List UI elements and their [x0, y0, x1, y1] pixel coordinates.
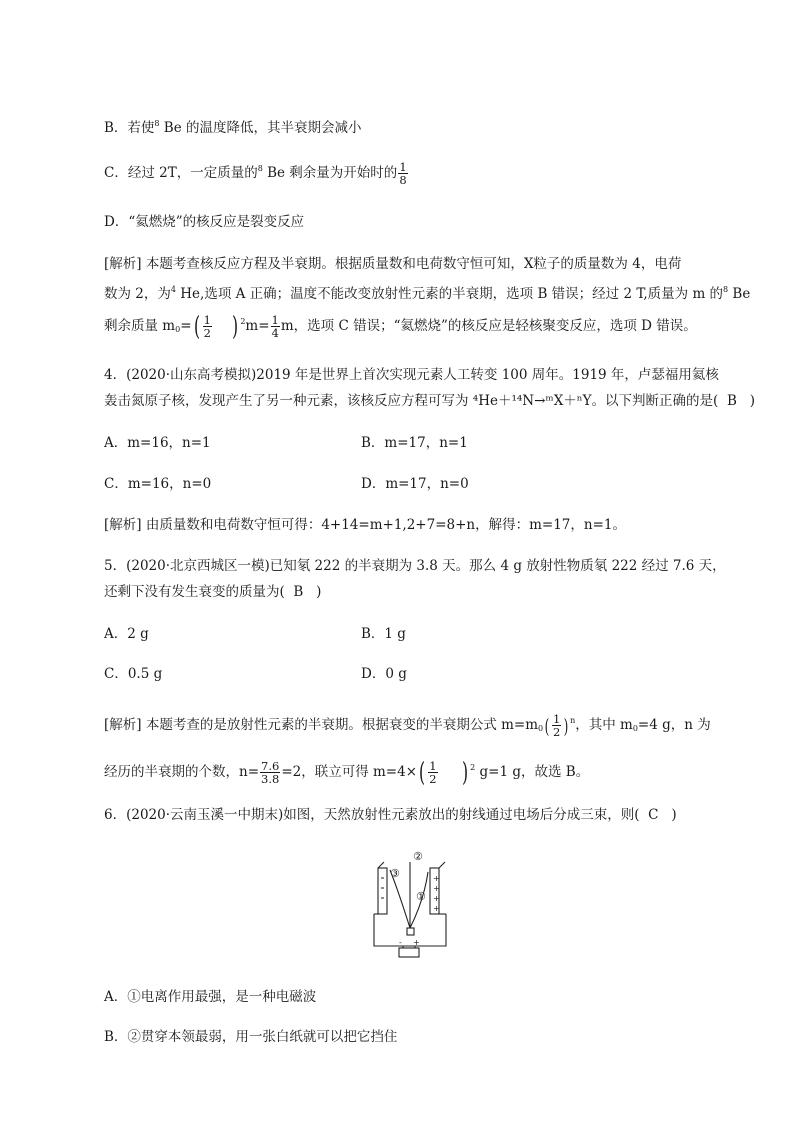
q4-stem-line1: [104, 366, 719, 384]
q4-stem-text2a: 轰击氮原子核，发现产生了另一种元素，该核反应方程可写为: [104, 393, 473, 409]
fraction-denominator: 2: [203, 326, 211, 340]
q5-explanation-text2c: g=1 g，故选 B。: [475, 764, 590, 780]
ray-2-label: ②: [413, 850, 423, 863]
q3-explanation-text3a: 剩余质量 m: [104, 318, 176, 334]
q6-option-b-text: B．②贯穿本领最弱，用一张白纸就可以把它挡住: [104, 1029, 398, 1045]
q6-stem-text: 6．(2020·云南玉溪一中期末)如图，天然放射性元素放出的射线通过电场后分成三束，则(: [104, 807, 640, 823]
q4-option-a-text: A．m=16，n=1: [104, 435, 211, 451]
q3-explanation-text3e: m，选项 C 错误；“氦燃烧”的核反应是轻核聚变反应，选项 D 错误。: [280, 318, 697, 334]
q3-option-d: [104, 213, 304, 231]
q6-stem: [104, 806, 677, 824]
q4-option-b-text: B．m=17，n=1: [361, 435, 468, 451]
q5-option-a-text: A．2 g: [104, 626, 149, 642]
q4-answer: B: [726, 393, 737, 409]
q4-option-d: [361, 475, 469, 493]
q5-option-a: [104, 625, 149, 643]
q3-explanation-text3d: m=: [245, 318, 270, 334]
q5-stem-close: ): [316, 584, 322, 600]
right-plate-edge: [439, 862, 445, 868]
q3-explanation-text3b: =: [180, 318, 192, 334]
q5-explanation-text1b: ，其中 m: [575, 717, 633, 733]
fraction-denominator: 8: [399, 173, 407, 187]
q5-stem-text2a: 还剩下没有发生衰变的质量为(: [104, 584, 285, 600]
fraction-denominator: 2: [552, 725, 561, 739]
q3-explanation-line1: [104, 255, 681, 273]
open-paren: (: [419, 757, 426, 788]
battery: [399, 948, 419, 957]
q5-explanation-sub: 0: [538, 724, 544, 733]
q3-explanation-sup: 4: [170, 285, 176, 294]
q3-explanation-text2a: 数为 2，为: [104, 286, 171, 302]
q3-explanation-exponent: 2: [240, 317, 246, 326]
plus-sign: +: [433, 874, 440, 883]
q3-option-b-rest: Be 的温度降低，其半衰期会减小: [159, 120, 362, 136]
q3-explanation-line2: [104, 281, 750, 303]
q6-option-a-text: A．①电离作用最强，是一种电磁波: [104, 989, 317, 1005]
q3-explanation-text2c: Be: [728, 286, 751, 302]
fraction-denominator: 3.8: [261, 772, 280, 786]
q3-explanation-fraction1: [203, 314, 212, 339]
q5-option-c: [104, 665, 162, 683]
fraction-numerator: 7.6: [261, 759, 280, 773]
left-plate: [378, 868, 387, 914]
q3-option-b-text: B．若使: [104, 120, 155, 136]
fraction-numerator: 1: [203, 313, 211, 327]
ray-3-label: ③: [390, 867, 400, 880]
q5-explanation-fraction3: [428, 760, 437, 785]
q3-option-c-rest: Be 剩余量为开始时的: [262, 165, 398, 181]
radioactive-source: [407, 928, 414, 935]
q4-option-d-text: D．m=17，n=0: [361, 476, 469, 492]
fraction-denominator: 2: [429, 772, 437, 786]
q5-explanation-exponent: n: [570, 716, 576, 725]
q3-explanation-text2b: He,选项 A 正确；温度不能改变放射性元素的半衰期，选项 B 错误；经过 2 T,质量为 m 的: [175, 286, 724, 302]
open-paren: (: [193, 311, 200, 342]
q5-explanation-text2b: =2，联立可得 m=4×: [281, 764, 418, 780]
q3-option-b: [104, 115, 362, 137]
q5-stem-line2: [104, 583, 321, 601]
q3-option-c: [104, 160, 409, 186]
q3-explanation-text1: [解析] 本题考查核反应方程及半衰期。根据质量数和电荷数守恒可知，X粒子的质量数为 4，电荷: [104, 256, 682, 272]
q4-stem-line2: [104, 392, 755, 410]
q5-explanation-text2a: 经历的半衰期的个数，n=: [104, 764, 260, 780]
ray-1-label: ①: [416, 890, 426, 903]
plus-sign: +: [433, 894, 440, 903]
q3-option-c-text: C．经过 2T，一定质量的: [104, 165, 258, 181]
q4-explanation-text: [解析] 由质量数和电荷数守恒可得：4+14=m+1,2+7=8+n，解得：m=17，n=1。: [104, 517, 626, 533]
q4-option-b: [361, 434, 468, 452]
q5-explanation-fraction1: [552, 713, 561, 738]
q3-option-c-sup: 8: [257, 164, 263, 173]
plus-sign: +: [433, 884, 440, 893]
q3-explanation-fraction2: [271, 314, 280, 339]
q5-explanation-fraction2: [260, 760, 280, 785]
plus-sign: +: [433, 904, 440, 913]
q4-stem-text2b: 。以下判断正确的是(: [591, 393, 719, 409]
q3-explanation-line3: [104, 313, 697, 340]
fraction-numerator: 1: [429, 759, 437, 773]
q4-option-c: [104, 475, 211, 493]
q3-option-c-fraction: [398, 161, 407, 186]
q6-option-a: [104, 988, 316, 1006]
q5-stem-line1: [104, 557, 726, 575]
q3-option-b-sup: 8: [154, 119, 160, 128]
q4-reaction-equation: ⁴He＋¹⁴N→ᵐX＋ⁿY: [472, 393, 592, 409]
q6-answer: C: [648, 807, 659, 823]
q5-option-d-text: D．0 g: [361, 666, 407, 682]
q4-explanation: [104, 516, 626, 534]
q5-explanation-sub2: 0: [632, 724, 638, 733]
q5-option-d: [361, 665, 407, 683]
close-paren: ): [462, 757, 469, 788]
close-paren: ): [232, 311, 239, 342]
q5-explanation-text1a: [解析] 本题考查的是放射性元素的半衰期。根据衰变的半衰期公式 m=m: [104, 717, 539, 733]
q3-explanation-sup2: 8: [723, 285, 729, 294]
q3-option-d-text: D．“氦燃烧”的核反应是裂变反应: [104, 214, 305, 230]
battery-plus: +: [413, 938, 420, 947]
q5-explanation-exponent2: 2: [470, 763, 476, 772]
open-paren: (: [544, 713, 550, 738]
battery-minus: -: [399, 938, 402, 947]
close-paren: ): [563, 713, 569, 738]
q5-stem-text1: 5．(2020·北京西城区一模)已知氡 222 的半衰期为 3.8 天。那么 4 g 放射性物质氡 222 经过 7.6 天，: [104, 558, 726, 574]
q4-stem-close: ): [749, 393, 756, 409]
q5-option-c-text: C．0.5 g: [104, 666, 163, 682]
q4-option-a: [104, 434, 211, 452]
q5-option-b-text: B．1 g: [361, 626, 406, 642]
q4-stem-text1: 4．(2020·山东高考模拟)2019 年是世界上首次实现元素人工转变 100 周年。1919 年，卢瑟福用氦核: [104, 367, 719, 383]
radiation-electric-field-diagram: [370, 850, 450, 965]
q5-answer: B: [293, 584, 304, 600]
q5-explanation-text1c: =4 g，n 为: [637, 717, 711, 733]
q4-option-c-text: C．m=16，n=0: [104, 476, 212, 492]
q5-option-b: [361, 625, 406, 643]
fraction-numerator: 1: [399, 160, 407, 174]
q6-option-b: [104, 1028, 397, 1046]
fraction-numerator: 1: [552, 712, 561, 726]
fraction-denominator: 4: [271, 326, 279, 340]
left-plate-edge: [378, 862, 384, 868]
q3-explanation-sub: 0: [175, 325, 181, 334]
q5-explanation-line1: [104, 712, 711, 739]
fraction-numerator: 1: [271, 313, 279, 327]
q5-explanation-line2: [104, 759, 589, 786]
q6-stem-close: ): [671, 807, 677, 823]
